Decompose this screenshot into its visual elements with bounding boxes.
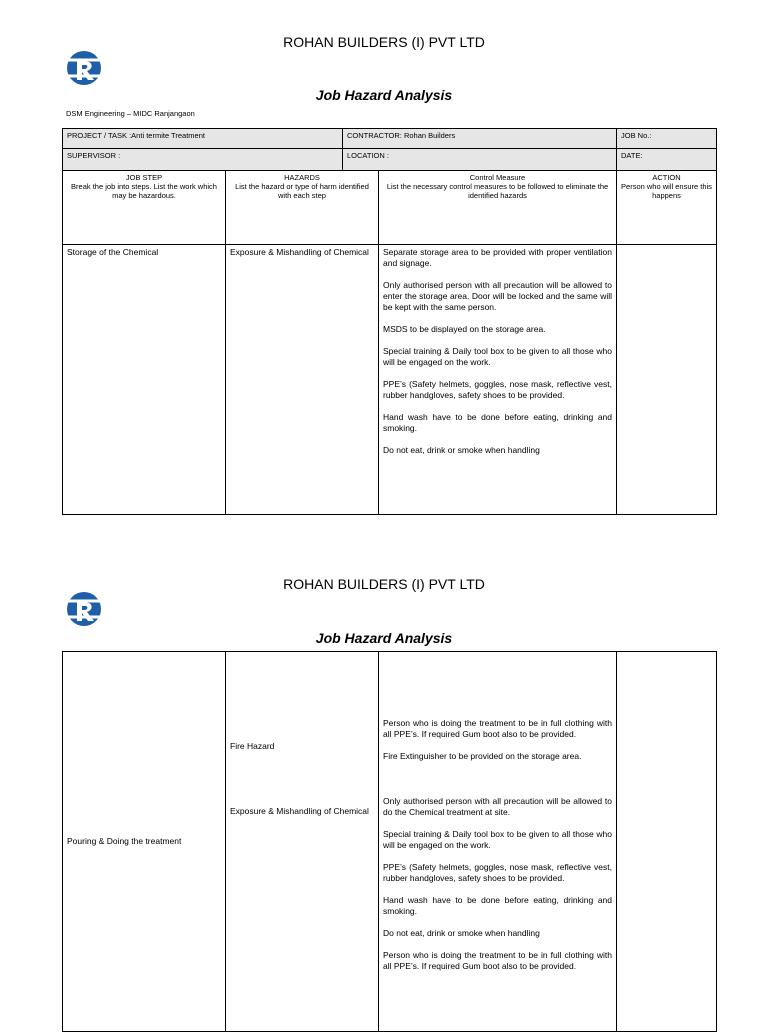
control-item: MSDS to be displayed on the storage area. [383,324,546,334]
action-cell [617,652,717,1032]
supervisor-cell: SUPERVISOR : [63,149,343,171]
table-row [63,245,717,515]
document-title-page2: Job Hazard Analysis [315,630,453,646]
control-item: PPE’s (Safety helmets, goggles, nose mask, reflective vest, rubber handgloves, safety shoes to be provided. [383,862,612,883]
control-item: Do not eat, drink or smoke when handling [383,928,540,938]
job-step-cell: Pouring & Doing the treatment [63,652,226,1032]
table-row [63,652,717,1032]
hazard-table-page2 [62,651,717,1032]
company-logo-icon [66,591,102,627]
header-info-table [62,128,717,171]
col-head-job-step: JOB STEP Break the job into steps. List the work which may be hazardous. [63,171,226,245]
control-measures-cell [379,652,617,1032]
company-name: ROHAN BUILDERS (I) PVT LTD [283,34,485,50]
col-head-hazards: HAZARDS List the hazard or type of harm identified with each step [226,171,379,245]
hazard-table-page1 [62,170,717,515]
control-item: Special training & Daily tool box to be given to all those who will be engaged on the work. [383,829,612,850]
control-item: Separate storage area to be provided with proper ventilation and signage. [383,247,612,268]
site-subline: DSM Engineering – MIDC Ranjangaon [66,109,195,118]
control-item: Hand wash have to be done before eating, drinking and smoking. [383,412,612,433]
job-step-cell: Storage of the Chemical [63,245,226,515]
col-head-action: ACTION Person who will ensure this happens [617,171,717,245]
hazard-cell: Exposure & Mishandling of Chemical [226,245,379,515]
hazard-fire: Fire Hazard [230,741,275,751]
control-item: Person who is doing the treatment to be in full clothing with all PPE’s. If required Gum boot also to be provided. [383,950,612,971]
job-no-cell: JOB No.: [617,129,717,149]
project-task-cell: PROJECT / TASK :Anti termite Treatment [63,129,343,149]
control-item: Special training & Daily tool box to be given to all those who will be engaged on the work. [383,346,612,367]
control-item: Only authorised person with all precaution will be allowed to enter the storage area. Door will be locked and the same will be kept with the same person. [383,280,612,312]
contractor-cell: CONTRACTOR: Rohan Builders [343,129,617,149]
date-cell: DATE: [617,149,717,171]
control-item: Hand wash have to be done before eating, drinking and smoking. [383,895,612,916]
location-cell: LOCATION : [343,149,617,171]
control-item: PPE’s (Safety helmets, goggles, nose mask, reflective vest, rubber handgloves, safety shoes to be provided. [383,379,612,400]
control-measures-cell [379,245,617,515]
company-name-page2: ROHAN BUILDERS (I) PVT LTD [283,576,485,592]
control-item: Only authorised person with all precaution will be allowed to do the Chemical treatment at site. [383,796,612,817]
control-item: Fire Extinguisher to be provided on the storage area. [383,751,582,761]
hazard-exposure: Exposure & Mishandling of Chemical [230,806,369,816]
control-item: Person who is doing the treatment to be in full clothing with all PPE’s. If required Gum boot also to be provided. [383,718,612,739]
col-head-control-measure: Control Measure List the necessary control measures to be followed to eliminate the identified hazards [379,171,617,245]
action-cell [617,245,717,515]
document-title: Job Hazard Analysis [315,87,453,103]
company-logo-icon [66,50,102,86]
hazard-cell [226,652,379,1032]
control-item: Do not eat, drink or smoke when handling [383,445,540,455]
